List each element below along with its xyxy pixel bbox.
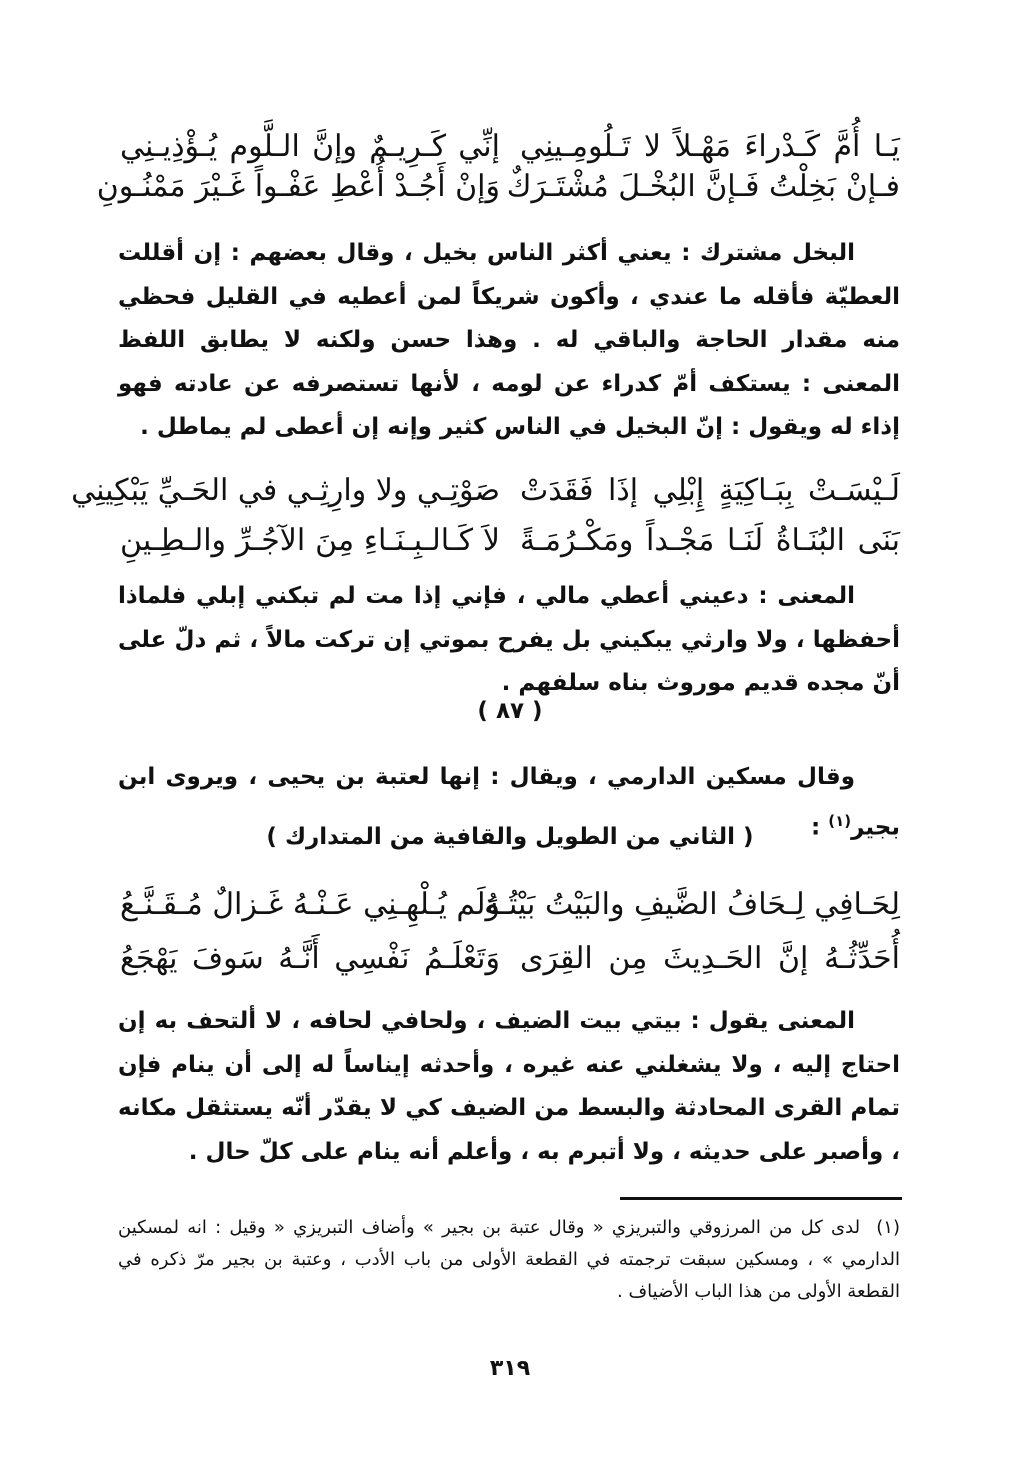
footnote-marker: (١) <box>876 1217 900 1238</box>
footnote-reference: (١) <box>828 811 852 830</box>
meter-heading: ( الثاني من الطويل والقافية من المتدارك ) <box>266 824 754 850</box>
verse-first-hemistich: لِحَـافِي لِـحَافُ الضَّيفِ والبَيْتُ بَيْتُـهُ <box>484 887 900 922</box>
commentary-paragraph <box>118 575 900 706</box>
verse-line <box>96 166 900 208</box>
verse-line <box>120 884 900 926</box>
verse-first-hemistich: يَـا أُمَّ كَـدْراءَ مَهْـلاً لا تَـلُومِـينِي <box>520 129 900 164</box>
commentary-paragraph <box>118 1000 900 1174</box>
verse-second-hemistich: صَوْتِـي ولا وارِثِـي في الحَـيِّ يَبْكِينِي <box>71 473 500 508</box>
verse-line <box>71 470 900 512</box>
footnote-divider <box>620 1197 902 1200</box>
commentary-text: المعنى : دعيني أعطي مالي ، فإني إذا مت لم تبكني إبلي فلماذا أحفظها ، ولا وارثي يبكيني بل يفرح بموتي إن تركت مالاً ، ثم دلّ على أنّ مجده قديم موروث بناه سلفهم . <box>118 583 900 696</box>
attribution-colon: : <box>810 814 829 841</box>
verse-first-hemistich: لَـيْسَـتْ بِبَـاكِيَةٍ إِبْلِي إذَا فَقَدَتْ <box>520 473 900 508</box>
verse-second-hemistich: وَتَعْلَـمُ نَفْسِي أَنَّـهُ سَوفَ يَهْجَعُ <box>120 941 500 976</box>
page-number: ٣١٩ <box>489 1356 531 1381</box>
verse-second-hemistich: إنِّي كَـرِيـمٌ وإنَّ الـلَّوم يُـؤْذِيـنِي <box>120 129 500 164</box>
verse-second-hemistich: وَإنْ أَجُـدْ أُعْطِ عَفْـواً غَـيْرَ مَمْنُـونِ <box>96 169 500 204</box>
verse-line <box>120 938 900 980</box>
footnote-text: لدى كل من المرزوقي والتبريزي « وقال عتبة بن بجير » وأضاف التبريزي « وقيل : انه لمسكين الدارمي » ، ومسكين سبقت ترجمته في القطعة الأولى من باب الأدب ، وعتبة بن بجير مرّ ذكره في القطعة الأولى من هذا الباب الأضياف . <box>118 1217 900 1302</box>
verse-first-hemistich: فـإنْ بَخِلْتُ فَـإنَّ البُخْـلَ مُشْتَـرَكٌ <box>506 169 900 204</box>
commentary-paragraph <box>118 232 900 450</box>
verse-line <box>120 126 900 168</box>
verse-second-hemistich: وَلَم يُـلْهِـنِي عَـنْـهُ غَـزالٌ مُـقَـنَّـعُ <box>120 887 500 922</box>
verse-first-hemistich: بَنَى البُنَـاةُ لَنَـا مَجْـداً ومَكْـرُمَـةً <box>520 523 900 558</box>
section-number: ( ٨٧ ) <box>477 698 543 724</box>
commentary-text: البخل مشترك : يعني أكثر الناس بخيل ، وقال بعضهم : إن أقللت العطيّة فأقله ما عندي ، وأكون شريكاً لمن أعطيه في القليل فحظي منه مقدار الحاجة والباقي له . وهذا حسن ولكنه لا يطابق اللفظ المعنى : يستكف أمّ كدراء عن لومه ، لأنها تستصرفه عن عادته فهو إذاء له ويقول : إنّ البخيل في الناس كثير وإنه إن أعطى لم يماطل . <box>118 240 900 440</box>
footnote <box>118 1212 900 1308</box>
commentary-text: المعنى يقول : بيتي بيت الضيف ، ولحافي لحافه ، لا ألتحف به إن احتاج إليه ، ولا يشغلني عنه غيره ، وأحدثه إيناساً له إلى أن ينام فإن تمام القرى المحادثة والبسط من الضيف كي لا يقدّر أنّه يستثقل مكانه ، وأصبر على حديثه ، ولا أتبرم به ، وأعلم أنه ينام على كلّ حال . <box>118 1008 900 1165</box>
attribution-text: وقال مسكين الدارمي ، ويقال : إنها لعتبة بن يحيى ، ويروى ابن بجير <box>118 764 900 841</box>
verse-first-hemistich: أُحَدِّثُـهُ إنَّ الحَـدِيثَ مِن القِرَى <box>520 941 900 976</box>
verse-line <box>120 520 900 562</box>
verse-second-hemistich: لاَ كَـالـبِـنَـاءِ مِنَ الآجُـرِّ والـطِـينِ <box>120 523 500 558</box>
